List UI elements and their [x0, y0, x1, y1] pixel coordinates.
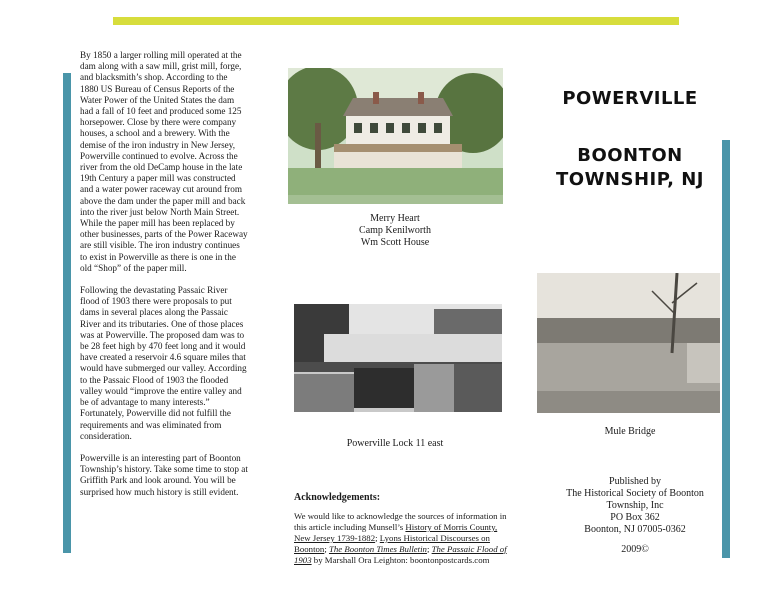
history-text-column	[80, 50, 248, 509]
acknowledgements-heading: Acknowledgements:	[294, 492, 381, 503]
mule-bridge-caption: Mule Bridge	[604, 426, 656, 437]
ack-separator: ;	[375, 533, 380, 543]
ack-separator: ;	[426, 544, 432, 554]
history-paragraph-1: By 1850 a larger rolling mill operated at the dam along with a saw mill, grist mill, forge, and blacksmith’s shop. According to the 1880 US Bureau of Census Reports of the Water Power of the United States the dam had a fall of 10 feet and produced some 125 horsepower. Close by there were company houses, a school and a brewery. With the demise of the iron industry in New Jersey, Powerville continued to evolve. Across the river from the old DeCamp house in the late 19th Century a paper mill was constructed and a water power raceway cut around from above the dam under the paper mill and back into the river just below North Main Street. While the paper mill has been replaced by other businesses, parts of the Power Raceway are still visible. The iron industry continues to exist in Powerville as there is one in the old “Shop” of the paper mill.	[80, 50, 248, 273]
ack-outro: by Marshall Ora Leighton: boontonpostcards.com	[311, 555, 490, 565]
caption-line: Wm Scott House	[360, 237, 430, 248]
mule-bridge-photo	[537, 273, 720, 413]
powerville-lock-photo	[294, 304, 502, 412]
powerville-lock-caption: Powerville Lock 11 east	[346, 438, 444, 449]
acknowledgements-text	[294, 511, 512, 566]
merry-heart-caption	[300, 213, 490, 249]
caption-line: Camp Kenilworth	[359, 225, 431, 236]
publisher-line: The Historical Society of Boonton	[566, 488, 704, 499]
brochure-subtitle	[540, 144, 720, 192]
left-accent-bar	[63, 73, 71, 553]
publisher-line: Published by	[609, 476, 661, 487]
subtitle-line: TOWNSHIP, NJ	[556, 169, 704, 190]
right-accent-bar	[722, 140, 730, 558]
ack-source-boonton-times: The Boonton Times Bulletin	[328, 544, 427, 554]
publisher-line: Boonton, NJ 07005-0362	[584, 524, 686, 535]
ack-separator: ;	[324, 544, 329, 554]
top-accent-bar	[113, 17, 679, 25]
ack-intro: We would like to acknowledge the sources of information in this article including Munsell’s	[294, 511, 507, 532]
history-paragraph-2: Following the devastating Passaic River flood of 1903 there were proposals to put dams in several places along the Passaic River and its tributaries. One of those places was at Powerville. The proposed dam was to be 28 feet high by 470 feet long and it would have created a reservoir 4.6 square miles that would have submerged our valley. According to the Passaic Flood of 1903 the flooded valley would “improve the entire valley and be of advantage to many interests.” Fortunately, Powerville did not fulfill the requirements and was eliminated from consideration.	[80, 285, 247, 441]
ack-source-morris-county: History of Morris County, New Jersey 1739-1882	[294, 522, 498, 543]
history-paragraph-3: Powerville is an interesting part of Boonton Township’s history. Take some time to stop at Griffith Park and look around. You will be surprised how much history is still evident.	[80, 452, 248, 497]
ack-source-lyons: Lyons Historical Discourses on Boonton	[294, 533, 490, 554]
publisher-block	[560, 476, 710, 536]
merry-heart-house-photo	[288, 68, 503, 204]
publisher-line: PO Box 362	[610, 512, 660, 523]
subtitle-line: BOONTON	[577, 145, 683, 166]
ack-source-passaic-flood: The Passaic Flood of 1903	[294, 544, 507, 565]
caption-line: Merry Heart	[370, 213, 420, 224]
brochure-title: POWERVILLE	[562, 88, 698, 109]
copyright-year: 2009©	[621, 544, 649, 555]
publisher-line: Township, Inc	[606, 500, 664, 511]
